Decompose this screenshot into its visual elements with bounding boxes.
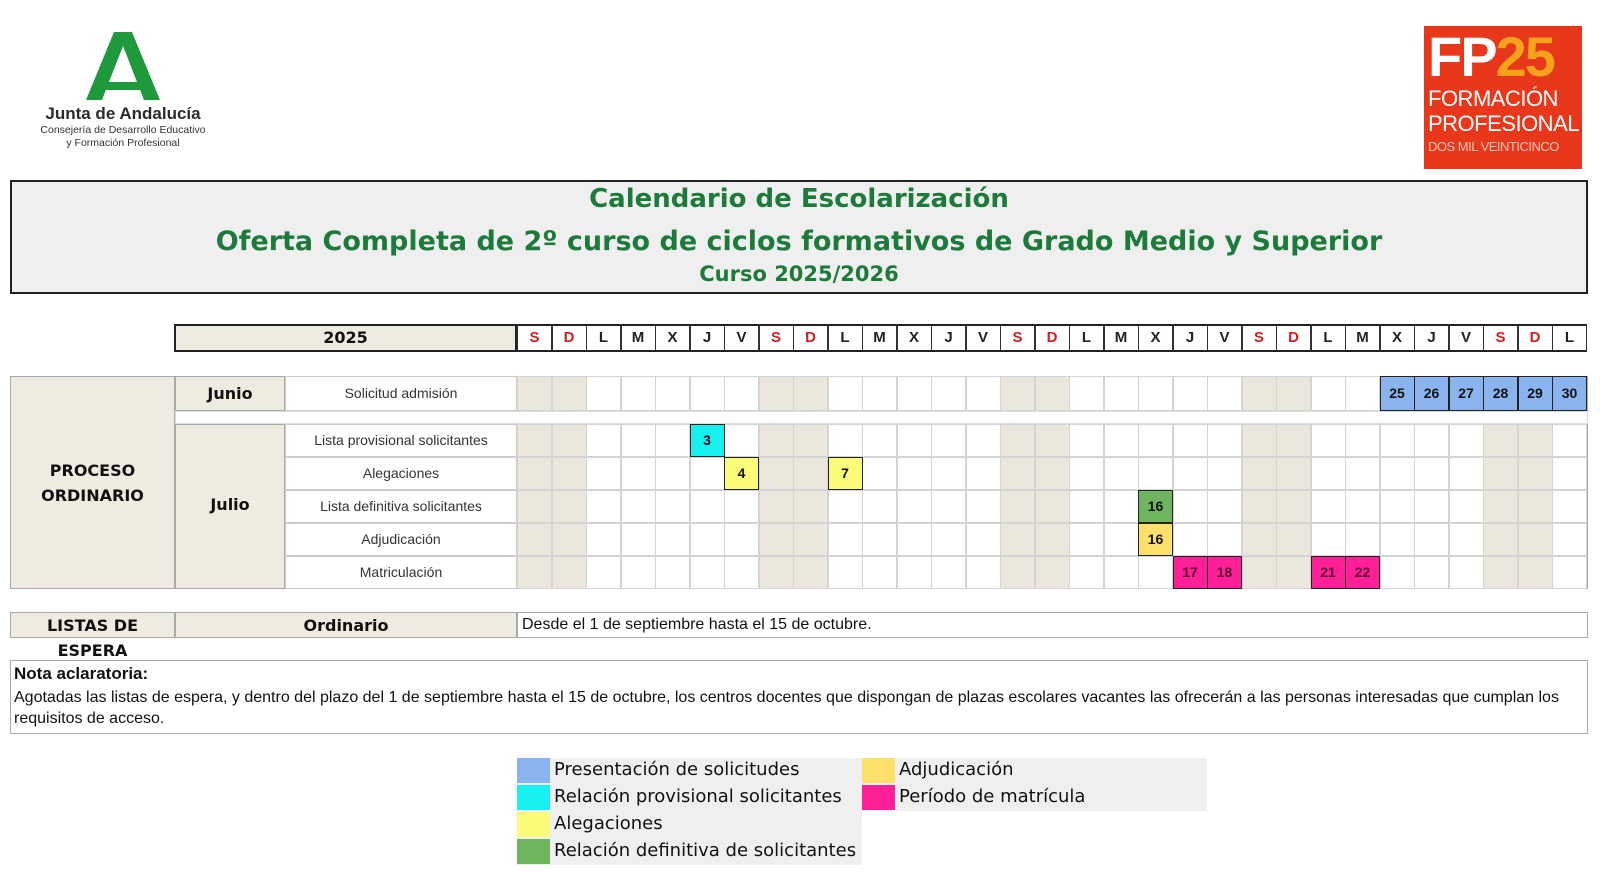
calendar-cell <box>1000 376 1035 411</box>
calendar-cell <box>1207 523 1242 556</box>
calendar-cell <box>931 424 966 457</box>
calendar-cell <box>862 424 897 457</box>
calendar-cell <box>862 457 897 490</box>
calendar-cell <box>1518 523 1553 556</box>
date-mark-matricula: 18 <box>1207 556 1242 589</box>
calendar-cell <box>517 376 552 411</box>
legend-adjudicacion: Adjudicación <box>899 759 1014 780</box>
calendar-cell <box>724 523 759 556</box>
calendar-cell <box>1104 523 1139 556</box>
note-text: Agotadas las listas de espera, y dentro del plazo del 1 de septiembre hasta el 15 de octubre, los centros docentes que dispongan de plazas escolares vacantes las ofrecerán a las personas interesadas que cumplan los requisitos de acceso. <box>14 689 1559 727</box>
legend-swatch-matricula <box>862 785 895 810</box>
day-header: V <box>966 324 1001 352</box>
day-header: J <box>1414 324 1449 352</box>
calendar-cell <box>1242 457 1277 490</box>
date-mark-matricula: 22 <box>1345 556 1380 589</box>
page-subtitle: Oferta Completa de 2º curso de ciclos formativos de Grado Medio y Superior <box>215 226 1383 257</box>
calendar-cell <box>690 556 725 589</box>
calendar-cell <box>552 556 587 589</box>
calendar-cell <box>1414 457 1449 490</box>
calendar-cell <box>690 490 725 523</box>
calendar-cell <box>793 457 828 490</box>
date-mark-alegaciones: 7 <box>828 457 863 490</box>
date-mark-presentacion: 28 <box>1483 376 1518 411</box>
calendar-cell <box>586 523 621 556</box>
calendar-cell <box>1173 523 1208 556</box>
date-mark-adjudicacion: 16 <box>1138 523 1173 556</box>
calendar-cell <box>1414 523 1449 556</box>
calendar-cell <box>1449 424 1484 457</box>
calendar-cell <box>1138 424 1173 457</box>
calendar-cell <box>586 556 621 589</box>
calendar-cell <box>1414 490 1449 523</box>
calendar-cell <box>621 376 656 411</box>
calendar-cell <box>1483 523 1518 556</box>
calendar-cell <box>1345 490 1380 523</box>
calendar-cell <box>1207 490 1242 523</box>
calendar-cell <box>1069 376 1104 411</box>
calendar-cell <box>1552 490 1587 523</box>
calendar-cell <box>966 490 1001 523</box>
calendar-year: 2025 <box>174 324 517 352</box>
calendar-cell <box>1483 490 1518 523</box>
activity-label: Solicitud admisión <box>285 376 517 411</box>
calendar-cell <box>517 424 552 457</box>
day-header: J <box>1173 324 1208 352</box>
calendar-cell <box>931 523 966 556</box>
day-header: M <box>1104 324 1139 352</box>
calendar-cell <box>1311 424 1346 457</box>
calendar-cell <box>1104 376 1139 411</box>
calendar-cell <box>1173 457 1208 490</box>
page-title: Calendario de Escolarización <box>589 184 1009 214</box>
calendar-cell <box>828 376 863 411</box>
waiting-list-type: Ordinario <box>175 612 517 638</box>
calendar-cell <box>897 523 932 556</box>
day-header: D <box>793 324 828 352</box>
calendar-cell <box>552 490 587 523</box>
date-mark-presentacion: 29 <box>1518 376 1553 411</box>
month-july: Julio <box>175 424 285 589</box>
calendar-cell <box>1449 556 1484 589</box>
calendar-cell <box>793 556 828 589</box>
calendar-cell <box>793 490 828 523</box>
date-mark-provisional: 3 <box>690 424 725 457</box>
legend-swatch-provisional <box>517 785 550 810</box>
calendar-cell <box>862 523 897 556</box>
calendar-cell <box>621 523 656 556</box>
calendar-cell <box>724 556 759 589</box>
calendar-cell <box>517 457 552 490</box>
process-label <box>10 376 175 589</box>
activity-label: Alegaciones <box>285 457 517 490</box>
calendar-cell <box>1173 490 1208 523</box>
day-header: L <box>1069 324 1104 352</box>
waiting-list-period: Desde el 1 de septiembre hasta el 15 de octubre. <box>517 612 1588 638</box>
calendar-cell <box>1311 376 1346 411</box>
calendar-cell <box>690 457 725 490</box>
calendar-cell <box>1449 490 1484 523</box>
day-header: L <box>1311 324 1346 352</box>
calendar-cell <box>931 490 966 523</box>
calendar-cell <box>1173 376 1208 411</box>
calendar-cell <box>621 556 656 589</box>
calendar-cell <box>1207 376 1242 411</box>
day-header: X <box>655 324 690 352</box>
process-line2: ORDINARIO <box>41 486 144 505</box>
calendar-cell <box>966 424 1001 457</box>
calendar-cell <box>621 424 656 457</box>
date-mark-alegaciones: 4 <box>724 457 759 490</box>
calendar-cell <box>552 457 587 490</box>
calendar-cell <box>586 490 621 523</box>
calendar-cell <box>655 457 690 490</box>
calendar-cell <box>690 376 725 411</box>
calendar-cell <box>1345 457 1380 490</box>
junta-sub1: Consejería de Desarrollo Educativo <box>40 124 206 136</box>
month-june: Junio <box>175 376 285 411</box>
calendar-cell <box>1483 457 1518 490</box>
row-separator <box>175 411 1588 424</box>
day-header: J <box>931 324 966 352</box>
day-header: L <box>586 324 621 352</box>
calendar-cell <box>586 376 621 411</box>
calendar-cell <box>1276 424 1311 457</box>
course-label: Curso 2025/2026 <box>699 262 899 286</box>
activity-label: Lista provisional solicitantes <box>285 424 517 457</box>
calendar-cell <box>1000 490 1035 523</box>
day-header: S <box>1000 324 1035 352</box>
calendar-cell <box>793 523 828 556</box>
calendar-cell <box>1414 556 1449 589</box>
note-box <box>10 660 1588 734</box>
calendar-cell <box>1207 457 1242 490</box>
calendar-cell <box>931 457 966 490</box>
calendar-cell <box>552 424 587 457</box>
calendar-cell <box>655 376 690 411</box>
date-mark-presentacion: 30 <box>1552 376 1587 411</box>
calendar-cell <box>1242 376 1277 411</box>
junta-a-icon <box>84 30 162 102</box>
day-header: D <box>552 324 587 352</box>
calendar-cell <box>1345 424 1380 457</box>
calendar-cell <box>1242 424 1277 457</box>
calendar-cell <box>1414 424 1449 457</box>
calendar-cell <box>1345 376 1380 411</box>
calendar-cell <box>1104 457 1139 490</box>
activity-label: Lista definitiva solicitantes <box>285 490 517 523</box>
calendar-cell <box>759 376 794 411</box>
legend-alegaciones: Alegaciones <box>554 813 663 834</box>
calendar-cell <box>1276 376 1311 411</box>
legend-swatch-presentacion <box>517 758 550 783</box>
calendar-cell <box>1518 424 1553 457</box>
date-mark-presentacion: 25 <box>1380 376 1415 411</box>
calendar-cell <box>759 490 794 523</box>
calendar-cell <box>759 424 794 457</box>
calendar-cell <box>759 457 794 490</box>
calendar-cell <box>1449 523 1484 556</box>
calendar-cell <box>759 523 794 556</box>
day-header: J <box>690 324 725 352</box>
calendar-cell <box>1069 556 1104 589</box>
calendar-cell <box>1311 523 1346 556</box>
calendar-cell <box>1104 424 1139 457</box>
calendar-cell <box>1207 424 1242 457</box>
day-header: V <box>1207 324 1242 352</box>
calendar-cell <box>621 490 656 523</box>
calendar-cell <box>1138 556 1173 589</box>
date-mark-matricula: 17 <box>1173 556 1208 589</box>
date-mark-definitiva: 16 <box>1138 490 1173 523</box>
calendar-cell <box>655 556 690 589</box>
calendar-cell <box>1138 457 1173 490</box>
calendar-cell <box>1069 457 1104 490</box>
legend-swatch-adjudicacion <box>862 758 895 783</box>
fp-letters: FP <box>1428 25 1496 88</box>
calendar-cell <box>552 376 587 411</box>
day-header: D <box>1035 324 1070 352</box>
calendar-cell <box>966 523 1001 556</box>
calendar-cell <box>1035 424 1070 457</box>
calendar-cell <box>931 376 966 411</box>
date-mark-matricula: 21 <box>1311 556 1346 589</box>
calendar-cell <box>966 376 1001 411</box>
calendar-cell <box>1483 556 1518 589</box>
calendar-cell <box>724 490 759 523</box>
calendar-cell <box>1380 523 1415 556</box>
calendar-cell <box>1104 490 1139 523</box>
calendar-cell <box>828 556 863 589</box>
day-header: S <box>1242 324 1277 352</box>
day-header: D <box>1518 324 1553 352</box>
date-mark-presentacion: 26 <box>1414 376 1449 411</box>
calendar-cell <box>828 424 863 457</box>
calendar-cell <box>862 490 897 523</box>
calendar-cell <box>862 556 897 589</box>
calendar-cell <box>1311 457 1346 490</box>
day-header: M <box>1345 324 1380 352</box>
calendar-cell <box>655 424 690 457</box>
calendar-cell <box>862 376 897 411</box>
calendar-cell <box>1380 556 1415 589</box>
fp-line1: FORMACIÓN <box>1428 86 1558 111</box>
calendar-cell <box>1069 424 1104 457</box>
calendar-cell <box>1000 523 1035 556</box>
calendar-cell <box>517 490 552 523</box>
junta-andalucia-logo <box>28 30 218 162</box>
waiting-list-label: LISTAS DE ESPERA <box>10 612 175 638</box>
day-header: X <box>1138 324 1173 352</box>
day-header: M <box>862 324 897 352</box>
calendar-cell <box>1035 523 1070 556</box>
calendar-cell <box>1311 490 1346 523</box>
fp25-logo <box>1424 26 1582 169</box>
calendar-cell <box>586 424 621 457</box>
calendar-cell <box>1242 490 1277 523</box>
day-header: X <box>1380 324 1415 352</box>
calendar-cell <box>621 457 656 490</box>
legend-matricula: Período de matrícula <box>899 786 1086 807</box>
calendar-cell <box>1345 523 1380 556</box>
calendar-cell <box>1069 523 1104 556</box>
day-header: X <box>897 324 932 352</box>
calendar-cell <box>931 556 966 589</box>
calendar-cell <box>897 490 932 523</box>
day-header: S <box>517 324 552 352</box>
legend-presentacion: Presentación de solicitudes <box>554 759 800 780</box>
junta-sub2: y Formación Profesional <box>66 137 180 149</box>
calendar-cell <box>1552 556 1587 589</box>
fp-number: 25 <box>1495 25 1554 88</box>
calendar-cell <box>1552 424 1587 457</box>
calendar-cell <box>1552 457 1587 490</box>
calendar-cell <box>1035 490 1070 523</box>
calendar-cell <box>1276 523 1311 556</box>
day-header: S <box>1483 324 1518 352</box>
calendar-cell <box>1380 424 1415 457</box>
activity-label: Adjudicación <box>285 523 517 556</box>
day-header: L <box>828 324 863 352</box>
calendar-cell <box>517 556 552 589</box>
calendar-cell <box>655 490 690 523</box>
date-mark-presentacion: 27 <box>1449 376 1484 411</box>
calendar-cell <box>724 424 759 457</box>
calendar-cell <box>1276 457 1311 490</box>
calendar-cell <box>1276 556 1311 589</box>
fp-line2: PROFESIONAL <box>1428 111 1579 136</box>
process-line1: PROCESO <box>49 461 136 480</box>
calendar-cell <box>1000 457 1035 490</box>
day-header: V <box>724 324 759 352</box>
activity-label: Matriculación <box>285 556 517 589</box>
calendar-cell <box>1242 556 1277 589</box>
calendar-cell <box>1276 490 1311 523</box>
day-header: S <box>759 324 794 352</box>
calendar-cell <box>1000 424 1035 457</box>
calendar-cell <box>828 490 863 523</box>
legend-provisional: Relación provisional solicitantes <box>554 786 842 807</box>
note-title: Nota aclaratoria: <box>14 664 149 683</box>
legend-definitiva: Relación definitiva de solicitantes <box>554 840 857 861</box>
calendar-cell <box>828 523 863 556</box>
calendar-cell <box>1449 457 1484 490</box>
calendar-cell <box>897 457 932 490</box>
calendar-cell <box>1380 490 1415 523</box>
calendar-cell <box>897 424 932 457</box>
calendar-cell <box>690 523 725 556</box>
legend-swatch-alegaciones <box>517 812 550 837</box>
calendar-cell <box>1380 457 1415 490</box>
calendar-cell <box>1104 556 1139 589</box>
title-box <box>10 180 1588 294</box>
day-header: L <box>1552 324 1587 352</box>
calendar-cell <box>1138 376 1173 411</box>
calendar-cell <box>655 523 690 556</box>
calendar-cell <box>1000 556 1035 589</box>
calendar-cell <box>966 556 1001 589</box>
day-header: M <box>621 324 656 352</box>
day-header: D <box>1276 324 1311 352</box>
calendar-cell <box>1518 490 1553 523</box>
calendar-cell <box>724 376 759 411</box>
calendar-cell <box>966 457 1001 490</box>
calendar-cell <box>1173 424 1208 457</box>
calendar-cell <box>1035 457 1070 490</box>
calendar-cell <box>1035 376 1070 411</box>
calendar-cell <box>759 556 794 589</box>
calendar-cell <box>552 523 587 556</box>
calendar-cell <box>1518 457 1553 490</box>
calendar-cell <box>793 424 828 457</box>
calendar-cell <box>1242 523 1277 556</box>
day-header: V <box>1449 324 1484 352</box>
calendar-cell <box>897 556 932 589</box>
calendar-cell <box>1035 556 1070 589</box>
calendar-cell <box>897 376 932 411</box>
calendar-cell <box>517 523 552 556</box>
calendar-cell <box>1552 523 1587 556</box>
calendar-cell <box>793 376 828 411</box>
calendar-cell <box>1069 490 1104 523</box>
calendar-cell <box>1483 424 1518 457</box>
junta-name: Junta de Andalucía <box>45 104 201 123</box>
legend-swatch-definitiva <box>517 839 550 864</box>
calendar-cell <box>586 457 621 490</box>
fp-line3: DOS MIL VEINTICINCO <box>1428 139 1559 154</box>
calendar-cell <box>1518 556 1553 589</box>
